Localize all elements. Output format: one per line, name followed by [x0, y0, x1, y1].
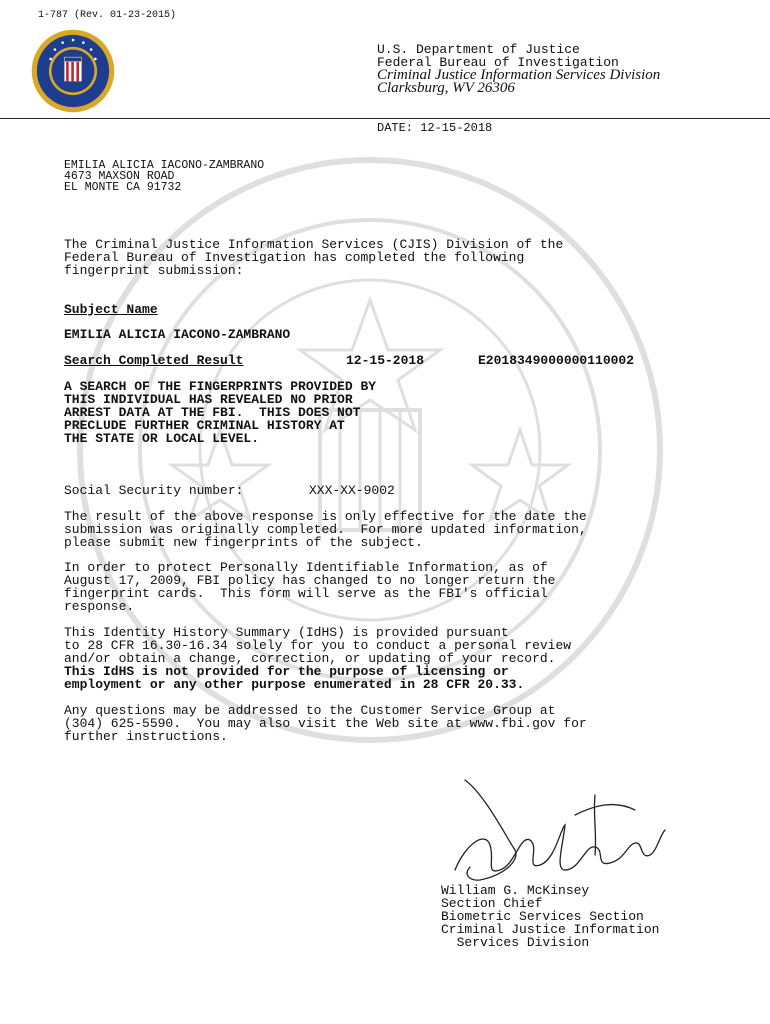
idhs-line-3: and/or obtain a change, correction, or updating of your record. [64, 651, 556, 666]
search-result-label: Search Completed Result [64, 353, 244, 368]
search-result-date: 12-15-2018 [346, 353, 425, 368]
signer-division-line-1: Criminal Justice Information [441, 922, 660, 937]
signer-division-line-2: Services Division [441, 935, 590, 950]
signer-title: Section Chief [441, 896, 543, 911]
result-text-line-4: PRECLUDE FURTHER CRIMINAL HISTORY AT [64, 418, 345, 433]
pii-line-3: fingerprint cards. This form will serve as the FBI's official [64, 586, 548, 601]
result-text-line-2: THIS INDIVIDUAL HAS REVEALED NO PRIOR [64, 392, 353, 407]
search-result-number: E2018349000000110002 [478, 353, 635, 368]
recipient-city: EL MONTE CA 91732 [64, 181, 182, 194]
pii-line-4: response. [64, 599, 135, 614]
idhs-line-1: This Identity History Summary (IdHS) is provided pursuant [64, 625, 509, 640]
intro-line-2: Federal Bureau of Investigation has completed the following [64, 250, 525, 265]
pii-line-2: August 17, 2009, FBI policy has changed to no longer return the [64, 573, 556, 588]
questions-line-2: (304) 625-5590. You may also visit the Web site at www.fbi.gov for [64, 716, 587, 731]
agency-line-2: Federal Bureau of Investigation [377, 55, 619, 70]
intro-line-3: fingerprint submission: [64, 263, 244, 278]
date-line: DATE: 12-15-2018 [377, 121, 493, 135]
header-rule [0, 118, 770, 119]
ssn-label: Social Security number: [64, 483, 244, 498]
fbi-seal-logo [30, 28, 116, 114]
recipient-street: 4673 MAXSON ROAD [64, 170, 175, 183]
result-text-line-1: A SEARCH OF THE FINGERPRINTS PROVIDED BY [64, 379, 377, 394]
agency-line-1: U.S. Department of Justice [377, 42, 580, 57]
ssn-value: XXX-XX-9002 [309, 483, 395, 498]
questions-line-3: further instructions. [64, 729, 228, 744]
effective-line-2: submission was originally completed. For more updated information, [64, 522, 587, 537]
questions-line-1: Any questions may be addressed to the Customer Service Group at [64, 703, 556, 718]
form-id: 1-787 (Rev. 01-23-2015) [38, 10, 177, 21]
effective-line-3: please submit new fingerprints of the subject. [64, 535, 423, 550]
pii-line-1: In order to protect Personally Identifiable Information, as of [64, 560, 548, 575]
agency-line-4: Clarksburg, WV 26306 [377, 80, 515, 96]
subject-name: EMILIA ALICIA IACONO-ZAMBRANO [64, 327, 291, 342]
signer-name: William G. McKinsey [441, 883, 590, 898]
result-text-line-5: THE STATE OR LOCAL LEVEL. [64, 431, 260, 446]
result-text-line-3: ARREST DATA AT THE FBI. THIS DOES NOT [64, 405, 361, 420]
idhs-bold-line-2: employment or any other purpose enumerated in 28 CFR 20.33. [64, 677, 525, 692]
idhs-bold-line-1: This IdHS is not provided for the purpose of licensing or [64, 664, 509, 679]
agency-line-3: Criminal Justice Information Services Division [377, 67, 661, 83]
effective-line-1: The result of the above response is only effective for the date the [64, 509, 587, 524]
subject-name-label: Subject Name [64, 302, 158, 317]
handwritten-signature [445, 775, 675, 895]
intro-line-1: The Criminal Justice Information Services (CJIS) Division of the [64, 237, 564, 252]
idhs-line-2: to 28 CFR 16.30-16.34 solely for you to conduct a personal review [64, 638, 572, 653]
recipient-name: EMILIA ALICIA IACONO-ZAMBRANO [64, 159, 265, 172]
signer-section: Biometric Services Section [441, 909, 644, 924]
